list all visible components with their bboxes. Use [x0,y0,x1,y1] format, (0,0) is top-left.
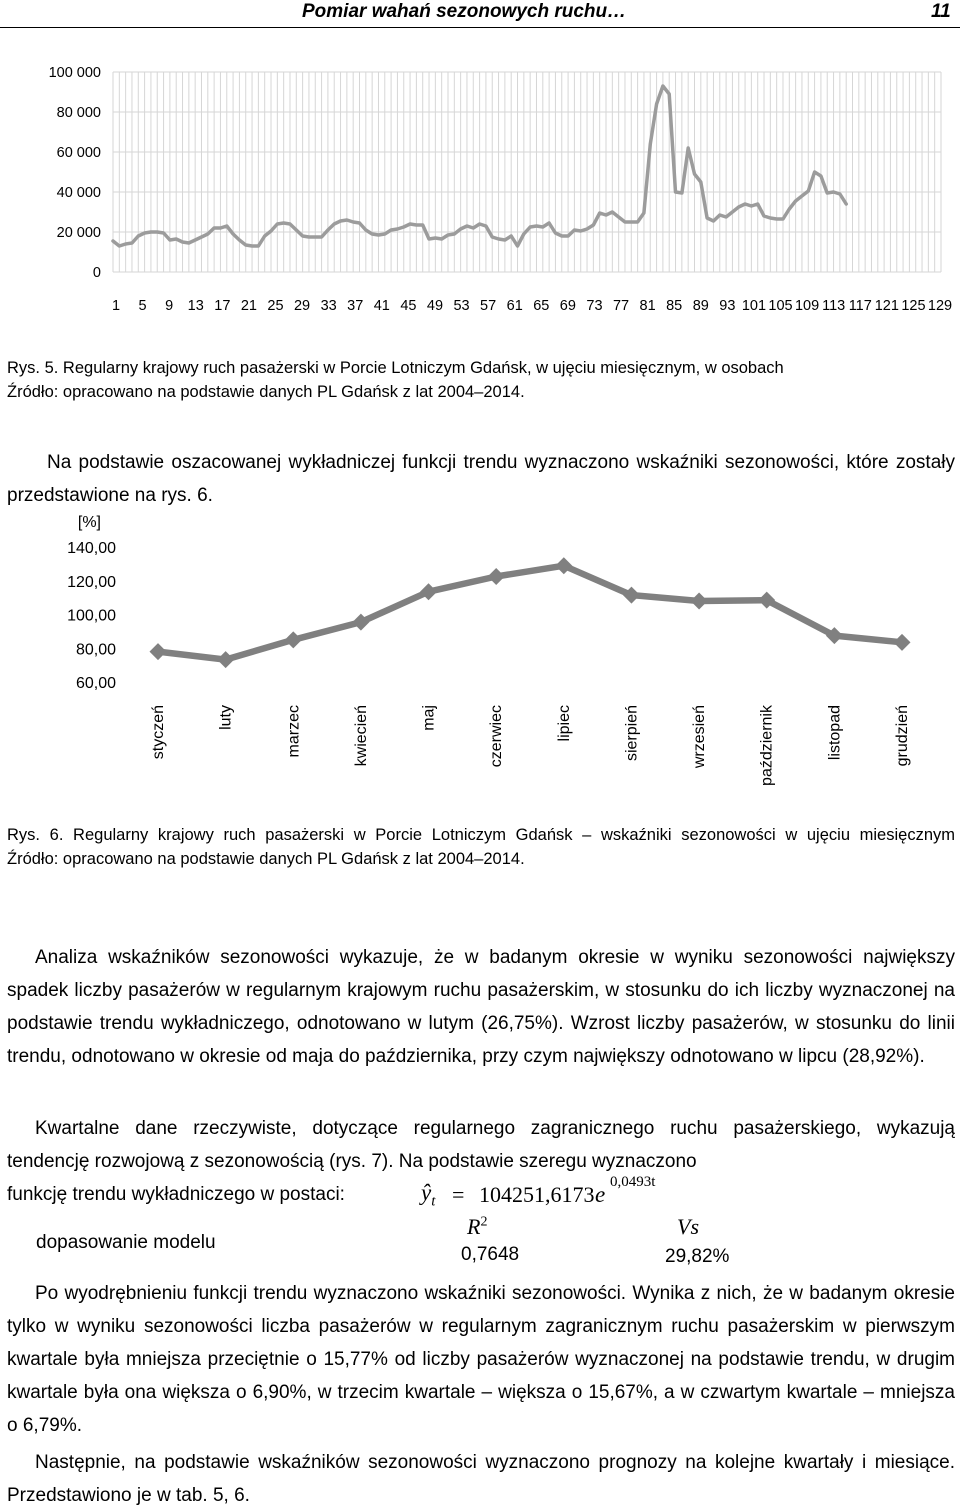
chart1-xtick-17: 69 [559,298,576,314]
formula-e: e [595,1182,606,1207]
chart1-point-29 [295,229,297,231]
chart2-ytick-4: 60,00 [75,675,116,692]
chart1-point-67 [535,225,537,227]
chart1-point-19 [232,233,234,235]
chart1-xtick-22: 89 [692,298,709,314]
formula-y-hat: $ŷ_t$ [421,1180,436,1210]
chart1-xtick-6: 25 [267,298,284,314]
chart1-point-101 [750,205,752,207]
chart2-xtick-0: styczeń [150,705,167,760]
chart1-point-43 [384,233,386,235]
chart1-xtick-8: 33 [320,298,337,314]
chart1-xtick-0: 1 [111,298,121,314]
chart1-point-22 [251,245,253,247]
chart1-xtick-1: 5 [138,298,147,314]
chart1-point-60 [491,236,493,238]
chart1-point-88 [668,93,670,95]
chart2-xtick-2: marzec [285,705,303,758]
chart1-xtick-18: 73 [586,298,603,314]
chart1-point-66 [529,226,531,228]
r2-value: 0,7648 [461,1244,520,1265]
chart1-point-28 [289,223,291,225]
paragraph-quarterly-indices: Po wyodrębnieniu funkcji trendu wyznaczono wskaźniki sezonowości. Wynika z nich, że w badanym okresie tylko w wyniku sezonowości liczba pasażerów w regularnym zagranicznym ruchu pasażerskim w pierwszym kwartale była mniejsza przeciętnie o 15,77% od liczby pasażerów wyznaczonej na podstawie trendu, w drugim kwartale była ona większa o 6,90%, w trzecim kwartale – większa o 15,67%, a w czwartym kwartale – mniejsza o 6,79%. [7,1283,955,1436]
chart1-point-115 [839,193,841,195]
formula-exponent: 0,0493t [610,1174,656,1190]
chart1-point-109 [801,195,803,197]
chart1-point-17 [219,227,221,229]
chart1-point-3 [131,242,133,244]
figure5-caption [7,356,957,404]
chart1-point-24 [263,235,265,237]
chart1-xtick-15: 61 [506,298,523,314]
chart1-point-26 [276,223,278,225]
chart1-xtick-13: 53 [453,298,470,314]
chart1-point-49 [422,224,424,226]
figure5-source: Źródło: opracowano na podstawie danych PL Gdańsk z lat 2004–2014. [7,383,525,401]
chart1-ytick-4: 20 000 [56,225,101,241]
chart2-ytick-2: 100,00 [67,607,116,625]
chart1-ytick-2: 60 000 [56,145,101,161]
formula-lead: funkcję trendu wykładniczego w postaci: [7,1184,345,1205]
chart2-xtick-10: listopad [826,705,844,761]
chart1-point-104 [769,217,771,219]
chart1-ytick-1: 80 000 [56,105,101,121]
chart1-point-110 [807,190,809,192]
chart1-point-55 [459,228,461,230]
chart1-point-41 [371,233,373,235]
chart1-xtick-21: 85 [666,298,683,314]
chart1-xtick-9: 37 [347,298,364,314]
figure5-title: Rys. 5. Regularny krajowy ruch pasażerski w Porcie Lotniczym Gdańsk, w ujęciu miesięcznym, w osobach [7,359,784,377]
chart2-ylabel: [%] [77,514,101,531]
chart1-point-71 [561,235,563,237]
formula-equals: = [452,1182,465,1207]
chart1-xtick-2: 9 [165,298,174,314]
chart1-point-84 [643,212,645,214]
chart1-xtick-20: 81 [639,298,656,314]
chart2-xtick-6: lipiec [555,705,573,742]
chart1-point-4 [137,235,139,237]
chart1-point-100 [744,203,746,205]
chart1-xtick-30: 125 [901,298,926,314]
chart1-xtick-7: 29 [293,298,311,314]
chart1-point-98 [731,211,733,213]
chart1-point-20 [238,239,240,241]
chart1-point-96 [719,214,721,216]
chart1-point-31 [308,236,310,238]
chart2-xtick-9: październik [758,705,776,786]
chart1-point-11 [181,241,183,243]
chart1-point-45 [396,228,398,230]
chart1-point-105 [775,218,777,220]
chart1-point-53 [447,234,449,236]
chart1-point-36 [339,220,341,222]
chart1-point-92 [693,173,695,175]
chart1-point-87 [662,85,664,87]
chart1-point-72 [567,235,569,237]
chart1-xtick-31: 129 [927,298,953,314]
running-title: Pomiar wahań sezonowych ruchu… [302,1,627,22]
chart1-point-52 [440,238,442,240]
chart1-point-116 [845,203,847,205]
chart1-xtick-26: 109 [794,298,820,314]
chart1-xtick-11: 45 [400,298,417,314]
chart1-point-10 [175,238,177,240]
chart1-point-48 [415,224,417,226]
model-fit-label: dopasowanie modelu [36,1232,216,1253]
chart1-point-113 [826,192,828,194]
running-header [0,0,960,30]
chart1-point-37 [346,219,348,221]
chart1-point-58 [478,223,480,225]
chart1-point-39 [358,222,360,224]
chart1-point-73 [573,229,575,231]
chart1-point-35 [333,223,335,225]
seasonality-chart [0,505,960,810]
chart2-xtick-5: czerwiec [488,705,506,768]
chart1-xtick-28: 117 [848,298,872,314]
chart1-point-89 [674,191,676,193]
chart1-point-103 [763,215,765,217]
chart1-point-62 [504,239,506,241]
chart1-point-54 [453,233,455,235]
chart1-point-80 [617,216,619,218]
chart1-point-85 [649,143,651,145]
chart1-point-63 [510,235,512,237]
chart1-point-7 [156,231,158,233]
chart2-xtick-1: luty [217,705,235,730]
chart2-marker-11 [894,634,911,651]
chart1-point-56 [466,225,468,227]
chart2-xtick-8: wrzesień [691,705,709,769]
chart1-point-99 [738,206,740,208]
chart1-point-86 [655,103,657,105]
chart1-point-70 [554,232,556,234]
chart1-point-75 [586,228,588,230]
chart1-point-8 [162,232,164,234]
chart1-xtick-19: 77 [612,298,630,314]
chart1-point-44 [390,229,392,231]
chart1-point-108 [794,200,796,202]
chart1-point-2 [124,243,126,245]
chart1-point-47 [409,223,411,225]
formula-y-subscript: t [431,1193,436,1210]
chart1-point-94 [706,217,708,219]
chart1-point-65 [523,233,525,235]
chart2-ytick-3: 80,00 [75,641,116,659]
chart1-point-6 [150,231,152,233]
chart2-xtick-11: grudzień [894,705,911,767]
chart1-point-14 [200,236,202,238]
chart1-point-81 [624,221,626,223]
r2-superscript: 2 [480,1214,488,1230]
chart2-marker-2 [285,631,302,648]
chart1-point-46 [403,226,405,228]
chart1-point-111 [813,171,815,173]
chart1-xtick-25: 105 [768,298,793,314]
chart1-point-40 [365,229,367,231]
header-rule [0,27,960,28]
chart2-series-line [158,566,902,660]
chart2-ytick-1: 120,00 [67,573,116,591]
chart1-xtick-24: 101 [741,298,767,314]
chart1-xtick-4: 17 [214,298,231,314]
chart1-point-102 [757,203,759,205]
chart1-point-97 [725,216,727,218]
chart2-xtick-3: kwiecień [352,705,370,767]
chart2-xtick-4: maj [420,705,438,731]
chart1-point-15 [207,233,209,235]
paragraph-quarterly: Kwartalne dane rzeczywiste, dotyczące regularnego zagranicznego ruchu pasażerskiego, wykazują tendencję rozwojową z sezonowością (rys. 7). Na podstawie szeregu wyznaczono [7,1118,955,1172]
chart1-point-12 [188,242,190,244]
chart1-point-0 [112,240,114,242]
chart1-point-18 [226,225,228,227]
chart1-point-23 [257,245,259,247]
chart1-point-34 [327,229,329,231]
chart1-point-13 [194,239,196,241]
figure6-source: Źródło: opracowano na podstawie danych PL Gdańsk z lat 2004–2014. [7,850,525,868]
chart1-point-112 [820,175,822,177]
chart1-point-68 [542,226,544,228]
chart2-marker-8 [691,593,708,610]
chart1-point-9 [169,239,171,241]
chart1-point-27 [282,222,284,224]
chart1-point-79 [611,211,613,213]
chart1-point-25 [270,230,272,232]
chart1-point-69 [548,222,550,224]
chart2-marker-0 [150,643,167,660]
r2-header: $R^2$ [467,1214,488,1239]
chart1-point-114 [832,191,834,193]
chart1-point-30 [301,235,303,237]
chart1-point-5 [143,232,145,234]
chart2-marker-1 [217,651,234,668]
chart1-point-33 [320,236,322,238]
paragraph-forecast: Następnie, na podstawie wskaźników sezonowości wyznaczono prognozy na kolejne kwartały i miesiące. Przedstawiono je w tab. 5, 6. [7,1452,955,1506]
paragraph-intro: Na podstawie oszacowanej wykładniczej funkcji trendu wyznaczono wskaźniki sezonowości, które zostały przedstawione na rys. 6. [7,452,955,506]
chart1-point-1 [118,245,120,247]
chart1-point-50 [428,238,430,240]
chart1-point-77 [598,212,600,214]
chart1-point-57 [472,227,474,229]
chart1-xtick-29: 121 [874,298,899,314]
chart2-ytick-0: 140,00 [67,540,116,557]
chart1-point-106 [782,218,784,220]
chart1-xtick-12: 49 [426,298,444,314]
chart1-point-74 [580,230,582,232]
chart1-point-90 [681,192,683,194]
chart1-point-32 [314,236,316,238]
chart1-xtick-5: 21 [240,298,257,314]
chart1-xtick-14: 57 [480,298,497,314]
chart1-point-64 [516,245,518,247]
chart1-xtick-10: 41 [373,298,390,314]
chart1-point-42 [377,234,379,236]
vs-value: 29,82% [665,1246,730,1267]
chart1-point-21 [245,244,247,246]
vs-header: Vs [677,1214,699,1239]
chart1-xtick-16: 65 [533,298,550,314]
chart1-point-107 [788,208,790,210]
chart1-ytick-5: 0 [92,265,101,281]
chart1-xtick-27: 113 [822,298,846,314]
chart2-marker-5 [488,568,505,585]
chart1-point-16 [213,227,215,229]
chart1-point-82 [630,221,632,223]
chart2-xtick-7: sierpień [623,705,641,762]
chart1-point-91 [687,147,689,149]
chart1-point-76 [592,224,594,226]
chart1-ytick-0: 100 000 [48,65,101,81]
chart1-xtick-3: 13 [187,298,204,314]
chart1-point-95 [712,220,714,222]
chart1-point-93 [700,181,702,183]
chart1-point-38 [352,221,354,223]
chart1-point-78 [605,214,607,216]
page-number: 11 [931,1,951,22]
chart1-ytick-3: 40 000 [56,185,101,201]
chart1-xtick-23: 93 [719,298,736,314]
formula-coefficient: 104251,6173 [479,1182,595,1207]
chart1-point-59 [485,225,487,227]
figure6-title: Rys. 6. Regularny krajowy ruch pasażerski w Porcie Lotniczym Gdańsk – wskaźniki sezonowości w ujęciu miesięcznym [7,826,955,844]
chart1-point-61 [497,238,499,240]
paragraph-analysis: Analiza wskaźników sezonowości wykazuje, że w badanym okresie w wyniku sezonowości największy spadek liczby pasażerów w regularnym krajowym ruchu pasażerskim, w stosunku do ich liczby wyznaczonej na podstawie trendu wykładniczego, odnotowano w lutym (26,75%). Wzrost liczby pasażerów, w stosunku do linii trendu, odnotowano w okresie od maja do października, przy czym największy odnotowano w lipcu (28,92%). [7,947,955,1067]
chart1-point-83 [636,221,638,223]
figure6-caption [7,823,955,871]
chart1-point-51 [434,237,436,239]
passenger-traffic-chart [0,55,960,325]
